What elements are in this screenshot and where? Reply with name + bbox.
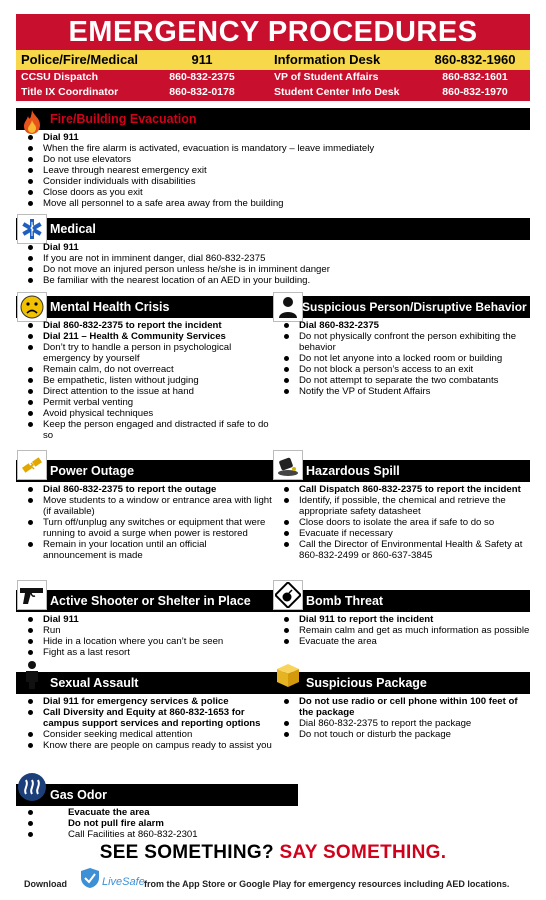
list-item: Be empathetic, listen without judging: [16, 375, 272, 386]
list-item: If you are not in imminent danger, dial 860-832-2375: [16, 253, 530, 264]
list-item: Do not physically confront the person exhibiting the behavior: [272, 331, 530, 353]
list-item: Know there are people on campus ready to assist you: [16, 740, 272, 751]
contact-number: 860-832-2375: [169, 71, 235, 83]
item-list: [16, 484, 272, 561]
section-header: [16, 296, 272, 318]
section-title: Suspicious Person/Disruptive Behavior: [302, 300, 527, 314]
section-header: [272, 296, 530, 318]
list-item: Do not use elevators: [16, 154, 530, 165]
download-text: Download: [24, 879, 67, 889]
list-item: Dial 911: [16, 614, 272, 625]
list-item: Identify, if possible, the chemical and retrieve the appropriate safety datasheet: [272, 495, 530, 517]
contact-number: 911: [191, 52, 213, 67]
list-item: Notify the VP of Student Affairs: [272, 386, 530, 397]
contact-row: [16, 85, 530, 100]
section-header: [272, 672, 530, 694]
section-active-shooter: [16, 590, 272, 658]
contact-number: 860-832-1960: [434, 52, 516, 67]
section-title: Suspicious Package: [306, 676, 427, 690]
section-bomb-threat: [272, 590, 530, 647]
footer: [24, 873, 524, 893]
list-item: Do not block a person’s access to an exit: [272, 364, 530, 375]
tagline-see: SEE SOMETHING?: [99, 842, 274, 863]
list-item: Do not attempt to separate the two combatants: [272, 375, 530, 386]
item-list: [16, 807, 530, 840]
section-header: [16, 218, 530, 240]
item-list: [16, 320, 272, 441]
list-item: Close doors to isolate the area if safe to do so: [272, 517, 530, 528]
section-power-outage: [16, 460, 272, 561]
list-item: Dial 911 to report the incident: [272, 614, 530, 625]
item-list: [16, 696, 272, 751]
list-item: Dial 911: [16, 132, 530, 143]
list-item: Call Diversity and Equity at 860-832-1653 for campus support services and reporting options: [16, 707, 272, 729]
livesafe-logo[interactable]: [80, 867, 100, 889]
list-item: Direct attention to the issue at hand: [16, 386, 272, 397]
livesafe-name: LiveSafe: [102, 876, 145, 888]
item-list: [16, 242, 530, 286]
list-item: Move students to a window or entrance area with light (if available): [16, 495, 272, 517]
broken-plug-icon: [17, 450, 47, 480]
section-title: Mental Health Crisis: [50, 300, 170, 314]
contact-label: Title IX Coordinator: [21, 86, 119, 98]
shield-check-icon: [80, 867, 100, 889]
item-list: [16, 614, 272, 658]
list-item: Evacuate if necessary: [272, 528, 530, 539]
item-list: [16, 132, 530, 209]
section-title: Bomb Threat: [306, 594, 384, 608]
bomb-warning-icon: [273, 580, 303, 610]
section-medical: [16, 218, 530, 286]
list-item: Dial 911: [16, 242, 530, 253]
item-list: [272, 614, 530, 647]
star-of-life-icon: [17, 214, 47, 244]
list-item: Call Facilities at 860-832-2301: [16, 829, 530, 840]
section-gas-odor: [16, 784, 530, 840]
section-title: Hazardous Spill: [306, 464, 400, 478]
contact-label: Information Desk: [274, 52, 381, 67]
list-item: Hide in a location where you can’t be seen: [16, 636, 272, 647]
item-list: [272, 320, 530, 397]
list-item: Dial 860-832-2375: [272, 320, 530, 331]
contact-number: 860-832-0178: [169, 86, 235, 98]
sad-face-icon: [17, 292, 47, 322]
section-title: Power Outage: [50, 464, 135, 478]
tagline: [0, 842, 546, 864]
handgun-icon: [17, 580, 47, 610]
section-header: [16, 108, 530, 130]
download-description: from the App Store or Google Play for emergency resources including AED locations.: [144, 879, 510, 889]
section-header: [272, 460, 530, 482]
list-item: Turn off/unplug any switches or equipment that were running to avoid a surge when power is restored: [16, 517, 272, 539]
contact-label: CCSU Dispatch: [21, 71, 99, 83]
section-sexual-assault: [16, 672, 272, 751]
list-item: Avoid physical techniques: [16, 408, 272, 419]
list-item: Call the Director of Environmental Health & Safety at 860-832-2499 or 860-637-3845: [272, 539, 530, 561]
package-box-icon: [273, 660, 303, 690]
person-icon: [17, 660, 47, 690]
contact-label: VP of Student Affairs: [274, 71, 379, 83]
section-header: [16, 460, 272, 482]
list-item: Dial 860-832-2375 to report the outage: [16, 484, 272, 495]
section-header: [272, 590, 530, 612]
list-item: Remain calm, do not overreact: [16, 364, 272, 375]
list-item: Dial 860-832-2375 to report the package: [272, 718, 530, 729]
list-item: Fight as a last resort: [16, 647, 272, 658]
list-item: Do not let anyone into a locked room or building: [272, 353, 530, 364]
list-item: Run: [16, 625, 272, 636]
section-hazardous-spill: [272, 460, 530, 561]
list-item: When the fire alarm is activated, evacuation is mandatory – leave immediately: [16, 143, 530, 154]
list-item: Do not use radio or cell phone within 100 feet of the package: [272, 696, 530, 718]
list-item: Be familiar with the nearest location of an AED in your building.: [16, 275, 530, 286]
section-title: Fire/Building Evacuation: [50, 112, 197, 126]
list-item: Evacuate the area: [16, 807, 530, 818]
section-header: [16, 590, 272, 612]
section-fire: [16, 108, 530, 209]
list-item: Dial 911 for emergency services & police: [16, 696, 272, 707]
list-item: Keep the person engaged and distracted if safe to do so: [16, 419, 272, 441]
list-item: Call Dispatch 860-832-2375 to report the incident: [272, 484, 530, 495]
list-item: Consider seeking medical attention: [16, 729, 272, 740]
list-item: Close doors as you exit: [16, 187, 530, 198]
list-item: Permit verbal venting: [16, 397, 272, 408]
tagline-say: SAY SOMETHING.: [279, 842, 447, 863]
contact-number: 860-832-1601: [442, 71, 508, 83]
section-title: Active Shooter or Shelter in Place: [50, 594, 251, 608]
contact-row-primary: [16, 50, 530, 70]
list-item: Remain calm and get as much information as possible: [272, 625, 530, 636]
gas-odor-icon: [17, 772, 47, 802]
list-item: Evacuate the area: [272, 636, 530, 647]
contacts-header: [16, 14, 530, 101]
contact-row: [16, 70, 530, 85]
contact-number: 860-832-1970: [442, 86, 508, 98]
list-item: Do not pull fire alarm: [16, 818, 530, 829]
list-item: Consider individuals with disabilities: [16, 176, 530, 187]
section-title: Gas Odor: [50, 788, 107, 802]
list-item: Move all personnel to a safe area away from the building: [16, 198, 530, 209]
list-item: Leave through nearest emergency exit: [16, 165, 530, 176]
contact-label: Student Center Info Desk: [274, 86, 400, 98]
list-item: Do not touch or disturb the package: [272, 729, 530, 740]
page-title: EMERGENCY PROCEDURES: [68, 16, 478, 48]
item-list: [272, 696, 530, 740]
list-item: Do not move an injured person unless he/she is in imminent danger: [16, 264, 530, 275]
person-silhouette-icon: [273, 292, 303, 322]
list-item: Dial 860-832-2375 to report the incident: [16, 320, 272, 331]
section-title: Medical: [50, 222, 96, 236]
item-list: [272, 484, 530, 561]
section-title: Sexual Assault: [50, 676, 139, 690]
list-item: Dial 211 – Health & Community Services: [16, 331, 272, 342]
section-mental-health: [16, 296, 272, 441]
list-item: Remain in your location until an official announcement is made: [16, 539, 272, 561]
spilled-barrel-icon: [273, 450, 303, 480]
section-suspicious-package: [272, 672, 530, 740]
list-item: Don’t try to handle a person in psychological emergency by yourself: [16, 342, 272, 364]
section-header: [16, 672, 272, 694]
section-suspicious-person: [272, 296, 530, 397]
contact-label: Police/Fire/Medical: [21, 52, 139, 67]
section-header: [16, 784, 298, 806]
